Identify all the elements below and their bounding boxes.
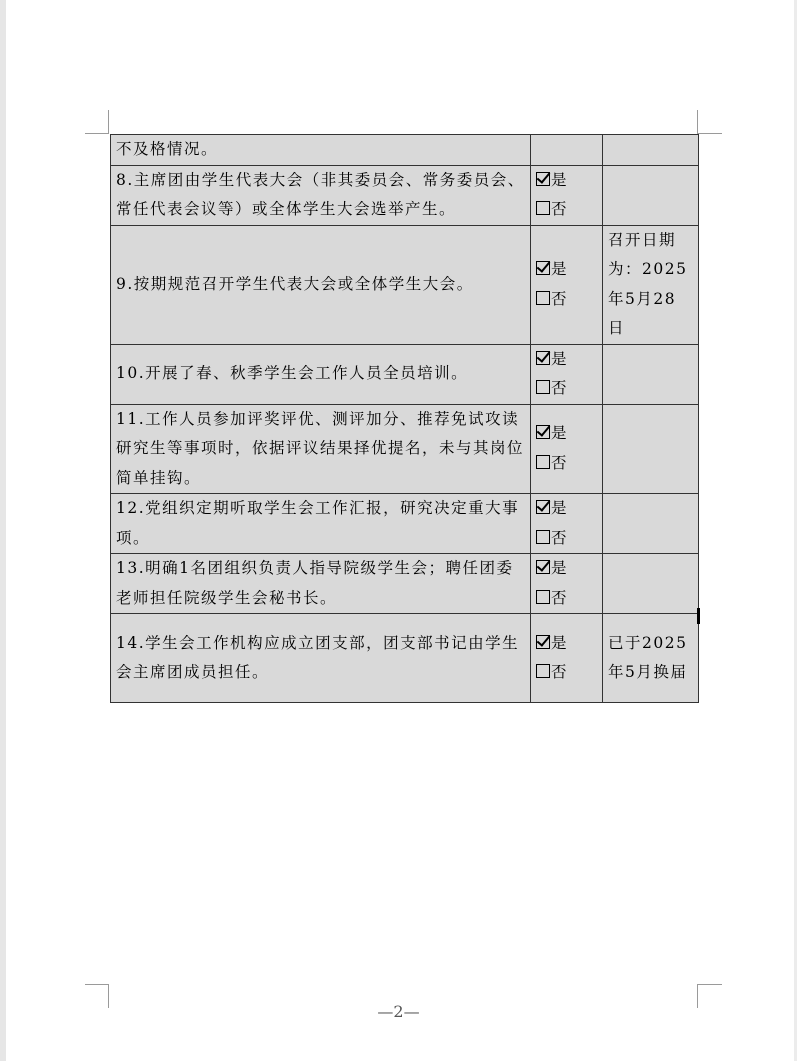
- checked-box-icon[interactable]: [536, 351, 550, 365]
- checked-box-icon[interactable]: [536, 500, 550, 514]
- no-label: 否: [551, 200, 569, 218]
- note-cell: [603, 494, 699, 554]
- item-text: 13.明确1名团组织负责人指导院级学生会；聘任团委老师担任院级学生会秘书长。: [111, 554, 531, 614]
- no-label: 否: [551, 379, 569, 397]
- item-text: 10.开展了春、秋季学生会工作人员全员培训。: [111, 344, 531, 404]
- note-cell: [603, 404, 699, 494]
- checked-box-icon[interactable]: [536, 635, 550, 649]
- crop-mark: [697, 110, 698, 134]
- yes-label: 是: [551, 349, 569, 368]
- table-row: [111, 165, 699, 225]
- table-row: [111, 614, 699, 703]
- checklist-table: [110, 134, 699, 703]
- item-text: 11.工作人员参加评奖评优、测评加分、推荐免试攻读研究生等事项时，依据评议结果择优提名，未与其岗位简单挂钩。: [111, 404, 531, 494]
- option-cell: [531, 494, 603, 554]
- page-number: —2—: [377, 1002, 420, 1021]
- crop-mark: [108, 110, 109, 134]
- unchecked-box-icon[interactable]: [536, 201, 550, 215]
- item-text: 9.按期规范召开学生代表大会或全体学生大会。: [111, 225, 531, 344]
- checked-box-icon[interactable]: [536, 560, 550, 574]
- checked-box-icon[interactable]: [536, 261, 550, 275]
- item-text: 14.学生会工作机构应成立团支部，团支部书记由学生会主席团成员担任。: [111, 614, 531, 703]
- note-cell: 已于2025年5月换届: [603, 614, 699, 703]
- yes-label: 是: [551, 559, 569, 577]
- option-cell: [531, 404, 603, 494]
- no-label: 否: [551, 663, 569, 681]
- unchecked-box-icon[interactable]: [536, 380, 550, 394]
- crop-mark: [698, 984, 722, 985]
- option-cell: [531, 135, 603, 166]
- item-text: 12.党组织定期听取学生会工作汇报，研究决定重大事项。: [111, 494, 531, 554]
- option-cell: [531, 614, 603, 703]
- item-text: 不及格情况。: [111, 135, 531, 166]
- option-cell: [531, 225, 603, 344]
- crop-mark: [85, 984, 109, 985]
- no-label: 否: [551, 528, 569, 547]
- table-row: [111, 344, 699, 404]
- table-row: [111, 225, 699, 344]
- option-cell: [531, 554, 603, 614]
- note-cell: 召开日期为：2025年5月28日: [603, 225, 699, 344]
- no-label: 否: [551, 453, 569, 472]
- item-text: 8.主席团由学生代表大会（非其委员会、常务委员会、常任代表会议等）或全体学生大会选举产生。: [111, 165, 531, 225]
- option-cell: [531, 344, 603, 404]
- yes-label: 是: [551, 499, 569, 517]
- crop-mark: [85, 133, 109, 134]
- note-cell: [603, 165, 699, 225]
- text-cursor: [697, 608, 700, 624]
- yes-label: 是: [551, 260, 569, 278]
- no-label: 否: [551, 588, 569, 607]
- checked-box-icon[interactable]: [536, 172, 550, 186]
- yes-label: 是: [551, 424, 569, 443]
- unchecked-box-icon[interactable]: [536, 291, 550, 305]
- option-cell: [531, 165, 603, 225]
- table-row: [111, 494, 699, 554]
- table-row: [111, 554, 699, 614]
- table-row: [111, 404, 699, 494]
- no-label: 否: [551, 289, 569, 308]
- unchecked-box-icon[interactable]: [536, 664, 550, 678]
- crop-mark: [698, 133, 722, 134]
- note-cell: [603, 344, 699, 404]
- yes-label: 是: [551, 633, 569, 652]
- unchecked-box-icon[interactable]: [536, 530, 550, 544]
- note-cell: [603, 135, 699, 166]
- note-cell: [603, 554, 699, 614]
- unchecked-box-icon[interactable]: [536, 590, 550, 604]
- yes-label: 是: [551, 170, 569, 189]
- checked-box-icon[interactable]: [536, 425, 550, 439]
- page-edge-left: [0, 0, 6, 1061]
- unchecked-box-icon[interactable]: [536, 455, 550, 469]
- table-row: [111, 135, 699, 166]
